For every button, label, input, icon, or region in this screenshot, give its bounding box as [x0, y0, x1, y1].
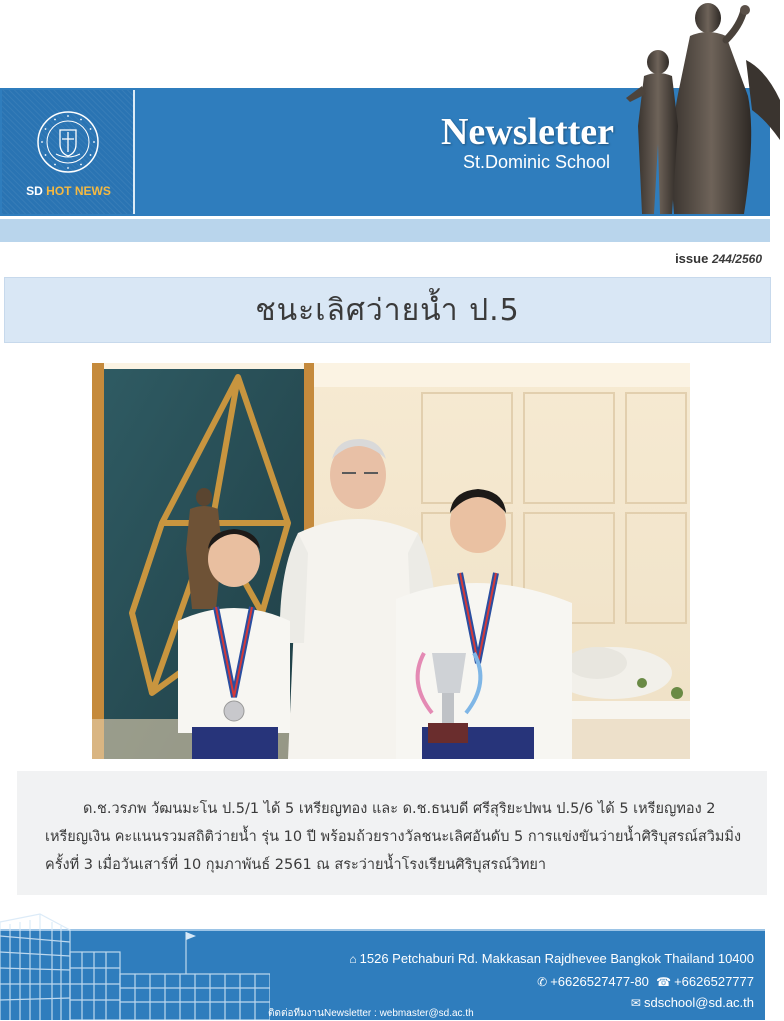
issue-number [675, 251, 762, 266]
phone-icon: ✆ [537, 975, 548, 989]
footer-phones [537, 974, 754, 989]
footer-address [349, 951, 754, 966]
mail-icon: ✉ [630, 996, 641, 1010]
sd-hot-news-label [2, 184, 135, 198]
article-body-box [17, 771, 767, 895]
fax-icon: ☎ [656, 975, 672, 989]
address-text: 1526 Petchaburi Rd. Makkasan Rajdhevee Bangkok Thailand 10400 [359, 951, 754, 966]
logo-box [2, 90, 135, 214]
article-title: ชนะเลิศว่ายน้ำ ป.5 [255, 292, 520, 328]
footer-email[interactable] [631, 995, 754, 1010]
newsletter-title: Newsletter [440, 111, 614, 153]
issue-value: 244/2560 [711, 252, 762, 266]
school-name: St.Dominic School [462, 152, 610, 172]
issue-label: issue [675, 251, 709, 266]
article-photo [92, 363, 690, 759]
badge-label-hot-news: HOT NEWS [46, 184, 111, 198]
article-body: ด.ช.วรภพ วัฒนมะโน ป.5/1 ได้ 5 เหรียญทอง และ ด.ช.ธนบดี ศรีสุริยะปพน ป.5/6 ได้ 5 เหรียญทอง 2 เหรียญเงิน คะแนนรวมสถิติว่ายน้ำ รุ่น 10 ปี พร้อมถ้วยรางวัลชนะเลิศอันดับ 5 การแข่งขันว่ายน้ำศิริบุสรณ์สวิมมิ่ง ครั้งที่ 3 เมื่อวันเสาร์ที่ 10 กุมภาพันธ์ 2561 ณ สระว่ายน้ำโรงเรียนศิริบุสรณ์วิทยา [45, 801, 742, 873]
header-light-stripe [0, 219, 770, 242]
article-title-box [4, 277, 771, 343]
fax-text: +6626527777 [674, 974, 754, 989]
email-link[interactable]: sdschool@sd.ac.th [643, 995, 754, 1010]
school-building-image [0, 912, 270, 1020]
statue-image [618, 0, 784, 214]
badge-label-sd: SD [26, 184, 43, 198]
phone-text: +6626527477-80 [550, 974, 649, 989]
school-seal-icon [36, 110, 100, 174]
footer-contact[interactable]: ติดต่อทีมงานNewsletter : webmaster@sd.ac.th [268, 1008, 474, 1019]
home-icon: ⌂ [349, 952, 357, 966]
